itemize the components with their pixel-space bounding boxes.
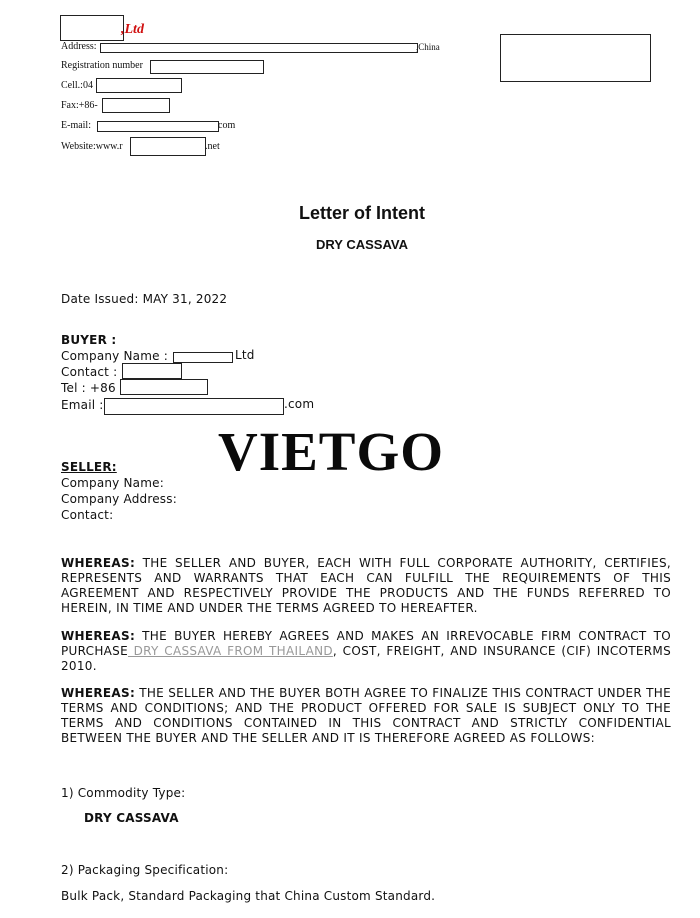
whereas-text-after: , COST, FREIGHT, AND INSURANCE (CIF) INCOTERMS 2010. xyxy=(61,644,671,673)
section-1-heading: 1) Commodity Type: xyxy=(61,786,186,800)
whereas-clause-1 xyxy=(61,556,671,616)
logo-box-redaction xyxy=(500,34,651,82)
website-redaction xyxy=(130,137,206,156)
whereas-lead: WHEREAS: xyxy=(61,556,136,570)
whereas-text: THE BUYER HEREBY AGREES AND MAKES AN IRREVOCABLE FIRM CONTRACT TO PURCHASE xyxy=(61,629,671,658)
buyer-email-redaction xyxy=(104,398,284,415)
buyer-contact-redaction xyxy=(122,363,182,379)
whereas-lead: WHEREAS: xyxy=(61,629,136,643)
email-redaction xyxy=(97,121,219,132)
date-issued: Date Issued: MAY 31, 2022 xyxy=(61,292,228,306)
email-label: E-mail: xyxy=(61,120,91,131)
fax-label: Fax:+86- xyxy=(61,100,98,111)
buyer-contact-label: Contact : xyxy=(61,365,118,379)
fax-redaction xyxy=(102,98,170,113)
document-subtitle: DRY CASSAVA xyxy=(316,237,408,252)
registration-redaction xyxy=(150,60,264,74)
address-label: Address: xyxy=(61,41,97,52)
buyer-heading: BUYER : xyxy=(61,333,117,347)
company-suffix: ,Ltd xyxy=(121,22,144,37)
registration-label: Registration number xyxy=(61,60,143,71)
whereas-text: THE SELLER AND BUYER, EACH WITH FULL CORPORATE AUTHORITY, CERTIFIES, REPRESENTS AND WARRANTS THAT EACH CAN FULFILL THE REQUIREMENTS OF THIS AGREEMENT AND RESPECTIVELY PROVIDE THE PRODUCTS AND THE FUNDS REFERRED TO HEREIN, IN TIME AND UNDER THE TERMS AGREED TO HEREAFTER. xyxy=(61,556,671,615)
website-suffix: .net xyxy=(205,141,220,152)
buyer-company-label: Company Name : xyxy=(61,349,168,363)
seller-company-address-label: Company Address: xyxy=(61,492,177,506)
whereas-clause-3 xyxy=(61,686,671,746)
whereas-clause-2 xyxy=(61,629,671,674)
buyer-tel-label: Tel : +86 xyxy=(61,381,116,395)
document-title: Letter of Intent xyxy=(299,203,425,223)
cell-label: Cell.:04 xyxy=(61,80,93,91)
section-1-value: DRY CASSAVA xyxy=(84,811,179,825)
website-label: Website:www.r xyxy=(61,141,123,152)
seller-company-name-label: Company Name: xyxy=(61,476,164,490)
seller-heading: SELLER: xyxy=(61,460,117,474)
seller-contact-label: Contact: xyxy=(61,508,114,522)
product-link[interactable]: DRY CASSAVA FROM THAILAND xyxy=(127,644,333,658)
address-redaction xyxy=(100,43,418,53)
buyer-company-suffix: Ltd xyxy=(235,348,255,362)
buyer-email-label: Email : xyxy=(61,398,104,412)
company-name-redaction xyxy=(60,15,124,41)
section-2-heading: 2) Packaging Specification: xyxy=(61,863,229,877)
buyer-company-redaction xyxy=(173,352,233,363)
email-suffix: com xyxy=(218,120,236,131)
whereas-lead: WHEREAS: xyxy=(61,686,136,700)
address-suffix: ,China xyxy=(416,42,440,52)
buyer-tel-redaction xyxy=(120,379,208,395)
buyer-email-suffix: .com xyxy=(284,397,315,411)
cell-redaction xyxy=(96,78,182,93)
section-2-value: Bulk Pack, Standard Packaging that China Custom Standard. xyxy=(61,889,436,903)
whereas-text: THE SELLER AND THE BUYER BOTH AGREE TO FINALIZE THIS CONTRACT UNDER THE TERMS AND CONDITIONS; AND THE PRODUCT OFFERED FOR SALE IS SUBJECT ONLY TO THE TERMS AND CONDITIONS CONTAINED IN THIS CONTRACT AND STRICTLY CONFIDENTIAL BETWEEN THE BUYER AND THE SELLER AND IT IS THEREFORE AGREED AS FOLLOWS: xyxy=(61,686,671,745)
vietgo-watermark: VIETGO xyxy=(218,421,445,482)
